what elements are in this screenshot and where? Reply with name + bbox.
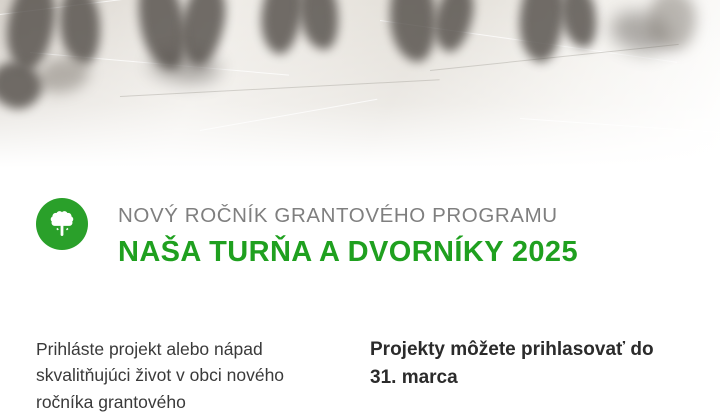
body-text-left xyxy=(36,336,336,415)
body-paragraph-right: Projekty môžete prihlasovať do 31. marca xyxy=(370,339,654,388)
page-title: NAŠA TURŇA A DVORNÍKY 2025 xyxy=(118,236,578,268)
body-text-right xyxy=(370,336,670,415)
tree-icon xyxy=(36,198,88,250)
poster-body xyxy=(36,336,696,415)
header-photo xyxy=(0,0,720,168)
program-kicker: NOVÝ ROČNÍK GRANTOVÉHO PROGRAMU xyxy=(118,204,558,227)
body-paragraph-left: Prihláste projekt alebo nápad skvalitňujúci život v obci nového ročníka grantového xyxy=(36,339,285,412)
